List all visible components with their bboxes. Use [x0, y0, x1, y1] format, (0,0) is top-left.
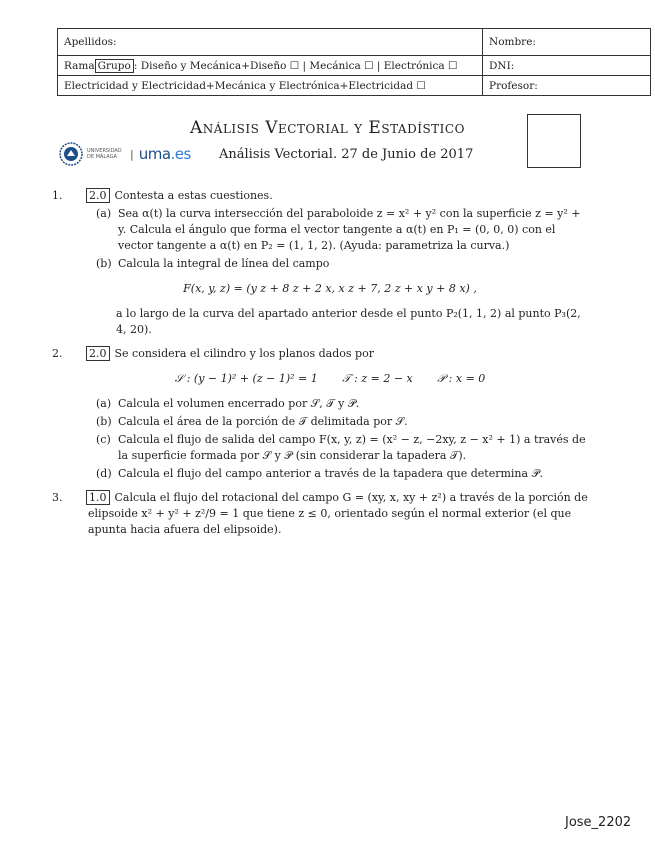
- exam-title: Análisis Vectorial y Estadístico: [190, 118, 465, 138]
- uma-main: uma: [138, 145, 171, 163]
- part-text: Sea α(t) la curva intersección del paraboloide z = x² + y² con la superficie z = y² + y. Calcula el ángulo que forma el vector tangente a α(t) en P₁ = (0, 0, 0) con el vector tangente a α(t) en P₂ = (1, 1, 2). (Ayuda: parametriza la curva.): [118, 207, 581, 252]
- part-b: [94, 414, 590, 430]
- grupo-box: Grupo: [95, 59, 134, 73]
- part-label: (a): [96, 207, 112, 220]
- university-logo: [59, 142, 191, 166]
- footer-id: Jose_2202: [565, 815, 632, 830]
- part-label: (c): [96, 433, 111, 446]
- question-1: [52, 188, 590, 338]
- profesor-field[interactable]: [483, 76, 651, 96]
- question-3: [52, 490, 590, 538]
- exam-subtitle: Análisis Vectorial. 27 de Junio de 2017: [219, 147, 474, 162]
- part-text: Calcula la integral de línea del campo: [118, 257, 330, 270]
- formula: 𝒮 : (y − 1)² + (z − 1)² = 1 𝒯 : z = 2 − x 𝒫 : x = 0: [174, 372, 486, 385]
- dni-field[interactable]: [483, 56, 651, 76]
- part-label: (d): [96, 467, 112, 480]
- points-box: 1.0: [86, 490, 110, 505]
- question-2: [52, 346, 590, 482]
- university-name: UNIVERSIDAD DE MÁLAGA: [87, 148, 122, 160]
- rama-options-2-field[interactable]: [58, 76, 483, 96]
- question-text: Calcula el flujo del rotacional del campo G = (xy, x, xy + z²) a través de la porción de elipsoide x² + y² + z²/9 = 1 que tiene z ≤ 0, orientado según el normal exterior (el que apunta hacia afuera del elipsoide).: [88, 491, 588, 536]
- header-table: [57, 28, 651, 96]
- profesor-label: Profesor:: [489, 79, 538, 92]
- points-box: 2.0: [86, 346, 110, 361]
- part-text: Calcula el flujo del campo anterior a través de la tapadera que determina 𝒫.: [118, 467, 543, 480]
- dni-label: DNI:: [489, 59, 515, 72]
- questions: [52, 188, 590, 546]
- nombre-label: Nombre:: [489, 36, 536, 48]
- rama-field[interactable]: [58, 56, 483, 76]
- points-box: 2.0: [86, 188, 110, 203]
- part-a: [94, 206, 590, 254]
- rama-label: Rama: [64, 59, 95, 72]
- part-text: Calcula el flujo de salida del campo F(x, y, z) = (x² − z, −2xy, z − x² + 1) a través de la superficie formada por 𝒮 y 𝒫 (sin considerar la tapadera 𝒯).: [118, 433, 586, 462]
- uma-suffix: .es: [170, 145, 191, 163]
- question-number: 3.: [52, 491, 63, 504]
- formula: F(x, y, z) = (y z + 8 z + 2 x, x z + 7, 2 z + x y + 8 x) ,: [183, 282, 477, 295]
- part-label: (b): [96, 415, 112, 428]
- apellidos-field[interactable]: [58, 29, 483, 56]
- university-seal-icon: [59, 142, 83, 166]
- grade-box[interactable]: [527, 114, 581, 168]
- question-text: Se considera el cilindro y los planos dados por: [114, 347, 374, 360]
- question-text: Contesta a estas cuestiones.: [114, 189, 273, 202]
- question-number: 2.: [52, 347, 63, 360]
- nombre-field[interactable]: [483, 29, 651, 56]
- part-b-continuation: a lo largo de la curva del apartado anterior desde el punto P₂(1, 1, 2) al punto P₃(2, 4, 20).: [116, 307, 581, 336]
- part-text: Calcula el volumen encerrado por 𝒮, 𝒯 y 𝒫.: [118, 397, 360, 410]
- part-b: [94, 256, 590, 272]
- logo-separator: |: [130, 147, 134, 161]
- part-label: (b): [96, 257, 112, 270]
- rama-options: : Diseño y Mecánica+Diseño ☐ | Mecánica ☐ | Electrónica ☐: [133, 59, 458, 72]
- apellidos-label: Apellidos:: [64, 36, 117, 48]
- rama-options-2: Electricidad y Electricidad+Mecánica y Electrónica+Electricidad ☐: [64, 79, 426, 92]
- part-d: [94, 466, 590, 482]
- part-a: [94, 396, 590, 412]
- question-number: 1.: [52, 189, 63, 202]
- part-c: [94, 432, 590, 464]
- part-text: Calcula el área de la porción de 𝒯 delimitada por 𝒮.: [118, 415, 408, 428]
- part-label: (a): [96, 397, 112, 410]
- uma-logo: [139, 145, 191, 163]
